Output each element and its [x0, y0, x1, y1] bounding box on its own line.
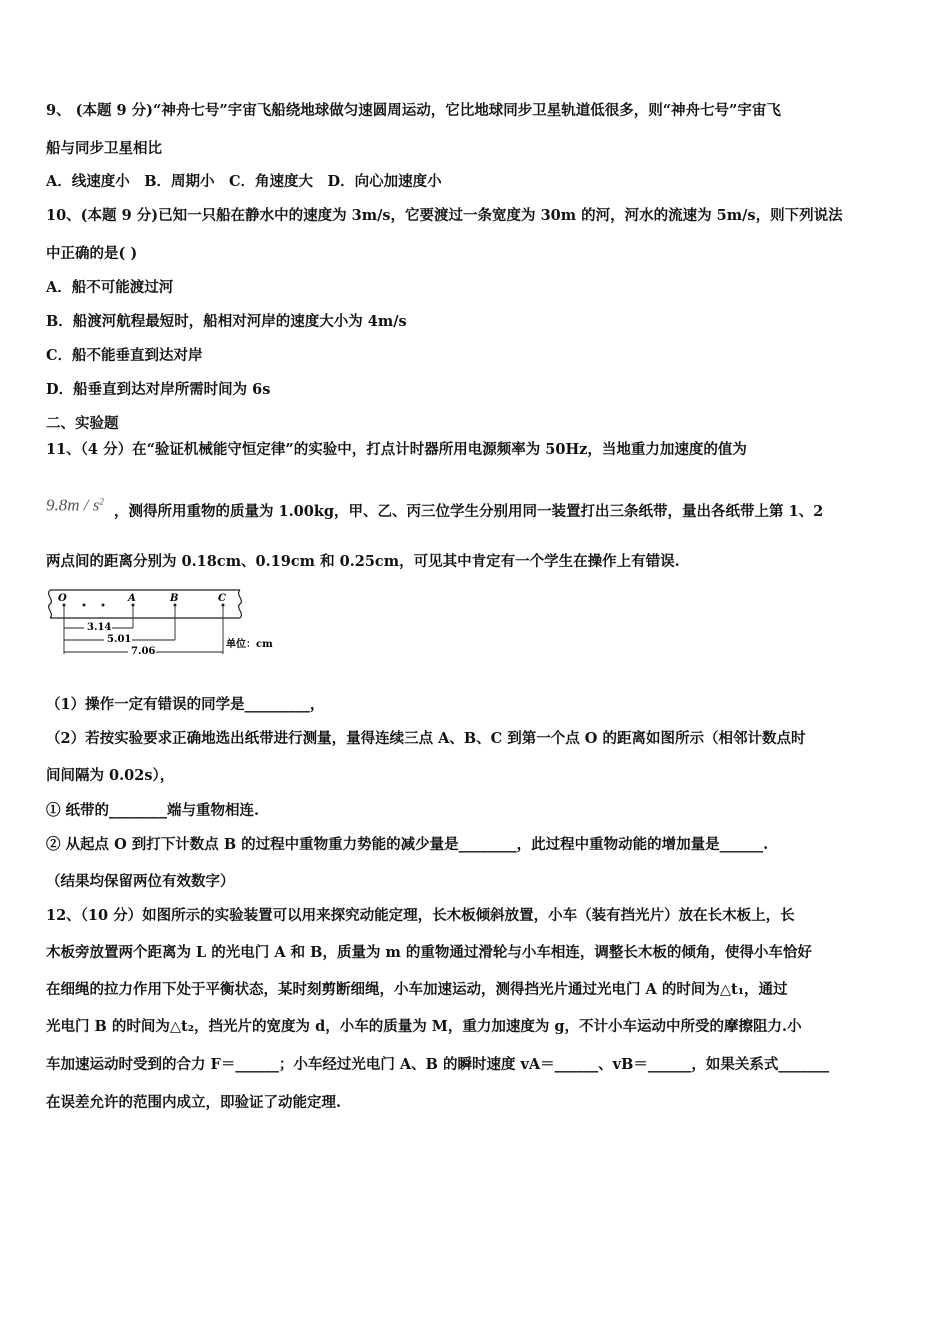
q10-line1: 10、(本题 9 分)已知一只船在静水中的速度为 3m/s，它要渡过一条宽度为 30m 的河，河水的流速为 5m/s，则下列说法: [46, 207, 843, 224]
dim-5-01: 5.01: [107, 634, 132, 645]
q10-option-d: D．船垂直到达对岸所需时间为 6s: [46, 381, 271, 398]
q10-option-c: C．船不能垂直到达对岸: [46, 347, 203, 364]
dim-3-14: 3.14: [87, 622, 112, 633]
q9-options: A．线速度小 B．周期小 C．角速度大 D．向心加速度小: [46, 173, 442, 190]
paper-tape-figure: [44, 588, 284, 660]
q12-line1: 12、（10 分）如图所示的实验装置可以用来探究动能定理，长木板倾斜放置，小车（装有挡光片）放在长木板上，长: [46, 907, 795, 924]
q12-line6: 在误差允许的范围内成立，即验证了动能定理.: [46, 1094, 342, 1111]
q11-sub1: ① 纸带的________端与重物相连.: [46, 802, 260, 819]
q9-line1: 9、 (本题 9 分)“神舟七号”宇宙飞船绕地球做匀速圆周运动，它比地球同步卫星轨道低很多，则“神舟七号”宇宙飞: [46, 102, 781, 119]
q10-option-a: A．船不可能渡过河: [46, 279, 174, 296]
unit-label: 单位：cm: [226, 639, 273, 650]
q12-line3: 在细绳的拉力作用下处于平衡状态，某时刻剪断细绳，小车加速运动，测得挡光片通过光电门 A 的时间为△t₁，通过: [46, 981, 788, 998]
point-o-label: O: [58, 593, 67, 604]
g-unit-m: m: [67, 495, 80, 515]
q11-part2-line1: （2）若按实验要求正确地选出纸带进行测量，量得连续三点 A、B、C 到第一个点 O 的距离如图所示（相邻计数点时: [46, 730, 806, 747]
dim-7-06: 7.06: [131, 646, 156, 657]
q10-option-b: B．船渡河航程最短时，船相对河岸的速度大小为 4m/s: [46, 313, 407, 330]
q11-note: （结果均保留两位有效数字）: [46, 873, 235, 890]
q9-line2: 船与同步卫星相比: [46, 140, 162, 157]
q11-line2: ，测得所用重物的质量为 1.00kg，甲、乙、丙三位学生分别用同一装置打出三条纸带，量出各纸带上第 1、2: [114, 503, 824, 520]
q10-line2: 中正确的是( ): [46, 245, 138, 262]
point-c-label: C: [218, 593, 226, 604]
q11-gravity-formula: $9.8m / s^2$: [46, 495, 104, 515]
q11-sub2: ② 从起点 O 到打下计数点 B 的过程中重物重力势能的减少量是________，此过程中重物动能的增加量是______.: [46, 836, 769, 853]
point-a-label: A: [128, 593, 136, 604]
g-value: 9.8: [46, 495, 68, 515]
q12-line5: 车加速运动时受到的合力 F＝______；小车经过光电门 A、B 的瞬时速度 vA＝______、vB＝______，如果关系式_______: [46, 1056, 830, 1073]
q11-part1: （1）操作一定有错误的同学是_________，: [46, 696, 325, 713]
q11-line3: 两点间的距离分别为 0.18cm、0.19cm 和 0.25cm，可见其中肯定有一个学生在操作上有错误.: [46, 553, 680, 570]
q11-line1: 11、（4 分）在“验证机械能守恒定律”的实验中，打点计时器所用电源频率为 50Hz，当地重力加速度的值为: [46, 441, 747, 458]
g-exponent: 2: [99, 496, 104, 506]
point-b-label: B: [170, 593, 179, 604]
section-heading: 二、实验题: [46, 415, 119, 432]
g-unit-s: s: [92, 495, 100, 515]
q12-line4: 光电门 B 的时间为△t₂，挡光片的宽度为 d，小车的质量为 M，重力加速度为 g，不计小车运动中所受的摩擦阻力.小: [46, 1018, 802, 1035]
q12-line2: 木板旁放置两个距离为 L 的光电门 A 和 B，质量为 m 的重物通过滑轮与小车相连，调整长木板的倾角，使得小车恰好: [46, 944, 812, 961]
q11-part2-line2: 间间隔为 0.02s），: [46, 767, 175, 784]
